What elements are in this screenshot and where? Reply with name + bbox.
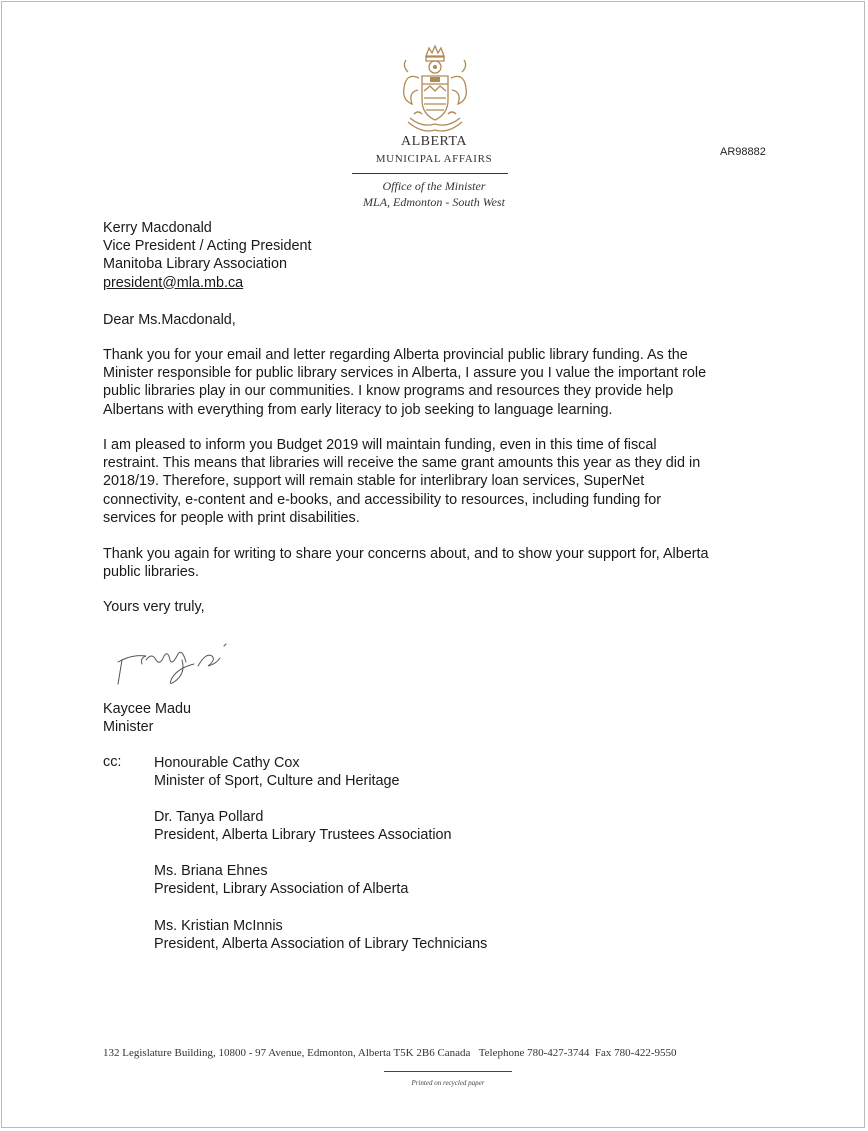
closing: Yours very truly, <box>103 599 205 615</box>
paragraph-line: Albertans with everything from early literacy to job seeking to language learning. <box>103 401 613 418</box>
cc-recipient-role: Minister of Sport, Culture and Heritage <box>154 773 400 790</box>
paragraph-line: restraint. This means that libraries will receive the same grant amounts this year as they did in <box>103 455 701 472</box>
signatory-title: Minister <box>103 719 154 736</box>
salutation: Dear Ms.Macdonald, <box>103 312 236 328</box>
paragraph-line: Minister responsible for public library services in Alberta, I assure you I value the important role <box>103 365 707 382</box>
alberta-coat-of-arms-crest <box>388 44 482 136</box>
cc-recipient <box>154 917 487 953</box>
cc-recipient-name: Honourable Cathy Cox <box>154 755 300 771</box>
signatory-name: Kaycee Madu <box>103 701 191 717</box>
cc-recipient <box>154 754 400 790</box>
cc-recipient <box>154 862 408 898</box>
paragraph-3 <box>103 545 793 581</box>
office-riding: MLA, Edmonton - South West <box>363 195 505 209</box>
cc-recipient-name: Dr. Tanya Pollard <box>154 809 264 825</box>
footer-fax: Fax 780-422-9550 <box>594 1047 677 1059</box>
cc-recipient-name: Ms. Briana Ehnes <box>154 863 268 879</box>
signatory-block <box>103 700 793 736</box>
footer-phone: Telephone 780-427-3744 <box>478 1047 590 1059</box>
paragraph-line: 2018/19. Therefore, support will remain stable for interlibrary loan services, SuperNet <box>103 473 645 490</box>
paragraph-2 <box>103 436 793 527</box>
paragraph-1 <box>103 346 793 419</box>
recipient-organization: Manitoba Library Association <box>103 256 287 273</box>
footer-address: 132 Legislature Building, 10800 - 97 Avenue, Edmonton, Alberta T5K 2B6 Canada <box>103 1047 471 1059</box>
organization-name: ALBERTA <box>400 134 468 149</box>
recipient-name: Kerry Macdonald <box>103 220 212 236</box>
recipient-email-link[interactable]: president@mla.mb.ca <box>103 274 244 291</box>
recycled-paper-note: Printed on recycled paper <box>411 1079 485 1087</box>
department-name: MUNICIPAL AFFAIRS <box>375 153 493 165</box>
footer-divider <box>384 1071 512 1072</box>
paragraph-line: connectivity, e-content and e-books, and accessibility to resources, including funding for <box>103 491 662 508</box>
paragraph-line: I am pleased to inform you Budget 2019 will maintain funding, even in this time of fiscal <box>103 437 657 453</box>
handwritten-signature <box>112 640 240 690</box>
paragraph-line: services for people with print disabilities. <box>103 509 360 526</box>
recipient-title: Vice President / Acting President <box>103 238 312 255</box>
footer-contact <box>103 1047 773 1059</box>
paragraph-line: public libraries. <box>103 564 199 581</box>
recipient-block <box>103 219 793 292</box>
cc-recipient-name: Ms. Kristian McInnis <box>154 918 283 934</box>
cc-recipient-role: President, Alberta Association of Library Technicians <box>154 936 488 953</box>
cc-recipient <box>154 808 452 844</box>
cc-recipient-role: President, Library Association of Alberta <box>154 881 409 898</box>
paragraph-line: Thank you for your email and letter regarding Alberta provincial public library funding. As the <box>103 347 688 363</box>
cc-label: cc: <box>103 754 122 770</box>
cc-recipient-role: President, Alberta Library Trustees Association <box>154 827 452 844</box>
letterhead-divider <box>352 173 508 174</box>
reference-number: AR98882 <box>720 146 766 158</box>
office-title: Office of the Minister <box>382 179 486 193</box>
paragraph-line: public libraries play in our communities. I know programs and resources they provide help <box>103 383 674 400</box>
paragraph-line: Thank you again for writing to share your concerns about, and to show your support for, Alberta <box>103 546 709 562</box>
